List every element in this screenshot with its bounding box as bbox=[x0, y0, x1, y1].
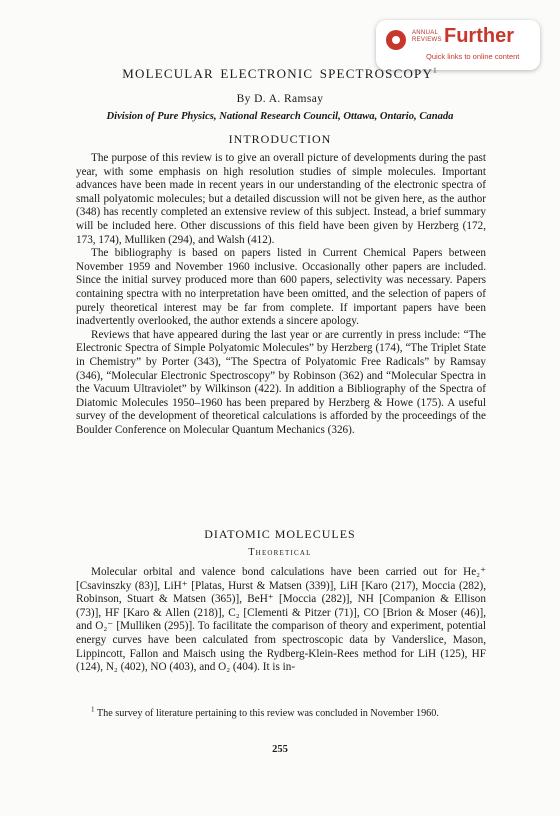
further-badge[interactable] bbox=[376, 20, 540, 70]
introduction-body bbox=[76, 152, 486, 437]
section-heading-diatomic: DIATOMIC MOLECULES bbox=[204, 527, 356, 541]
title-footnote-mark: 1 bbox=[433, 66, 438, 75]
badge-word: Further bbox=[444, 25, 514, 47]
article-affiliation: Division of Pure Physics, National Research Council, Ottawa, Ontario, Canada bbox=[106, 111, 454, 122]
intro-paragraph-3: Reviews that have appeared during the last year or are currently in press include: “The Electronic Spectra of Simple Polyatomic Molecules” by Herzberg (174), “The Triplet State in Chemistry” by Porter (343), “The Spectra of Polyatomic Free Radicals” by Ramsay (346), “Molecular Electronic Spectroscopy” by Robinson (362) and “Molecular Spectra in the Vacuum Ultraviolet” by Wilkinson (422). In addition a Bibliography of the Spectra of Diatomic Molecules 1950–1960 has been prepared by Herzberg & Howe (175). A useful survey of the development of theoretical calculations is afforded by the proceedings of the Boulder Conference on Molecular Quantum Mechanics (326). bbox=[76, 328, 486, 436]
section-heading-introduction: INTRODUCTION bbox=[228, 132, 332, 146]
diatomic-paragraph: Molecular orbital and valence bond calculations have been carried out for He₂⁺ [Csavinszky (83)], LiH⁺ [Platas, Hurst & Matsen (339)], LiH [Karo (217), Moccia (282), Robinson, Stuart & Matsen (365)], BeH⁺ [Moccia (282)], NH [Companion & Ellison (73)], HF [Karo & Allen (218)], C₂ [Clementi & Pitzer (71)], CO [Brion & Moser (46)], and O₂⁻ [Mulliken (295)]. To facilitate the comparison of theory and experiment, potential energy curves have been calculated from spectroscopic data by Vanderslice, Mason, Lippincott, Fallon and Maisch using the Rydberg-Klein-Rees method for LiH (125), HF (124), N₂ (402), NO (403), and O₂ (404). It is in- bbox=[76, 566, 486, 674]
article-author: By D. A. Ramsay bbox=[236, 93, 324, 105]
footnote-text: The survey of literature pertaining to this review was concluded in November 1960. bbox=[96, 708, 439, 719]
subheading-theoretical: Theoretical bbox=[248, 547, 312, 558]
article-title-text: MOLECULAR ELECTRONIC SPECTROSCOPY bbox=[122, 66, 434, 81]
article-title bbox=[0, 66, 560, 82]
footnote-mark: 1 bbox=[91, 705, 95, 714]
badge-brand bbox=[412, 30, 442, 43]
badge-brand-line1: ANNUAL bbox=[412, 30, 439, 36]
badge-brand-line2: REVIEWS bbox=[412, 36, 442, 43]
intro-paragraph-2: The bibliography is based on papers listed in Current Chemical Papers between November 1959 and November 1960 inclusive. Occasionally other papers are included. Since the initial survey produced more than 600 papers, selectivity was necessary. Papers containing spectra with no interpretation have been omitted, and the selection of papers of purely theoretical interest may be far from complete. If important papers have been inadvertently overlooked, the author extends a sincere apology. bbox=[76, 247, 486, 328]
page-number: 255 bbox=[272, 744, 288, 755]
footnote bbox=[76, 707, 486, 720]
annual-reviews-logo-icon bbox=[386, 30, 406, 50]
diatomic-body bbox=[76, 566, 486, 675]
badge-subtext: Quick links to online content bbox=[426, 52, 520, 61]
intro-paragraph-1: The purpose of this review is to give an overall picture of developments during the past year, with some emphasis on high resolution studies of simple molecules. Important advances have been made in recent years in our understanding of the electronic spectra of small polyatomic molecules; but a detailed discussion will not be given here, as the author (348) has recently completed an extensive review of this subject. Instead, a brief summary will be included here. Other discussions of this field have been given by Herzberg (172, 173, 174), Mulliken (294), and Walsh (412). bbox=[76, 152, 486, 246]
